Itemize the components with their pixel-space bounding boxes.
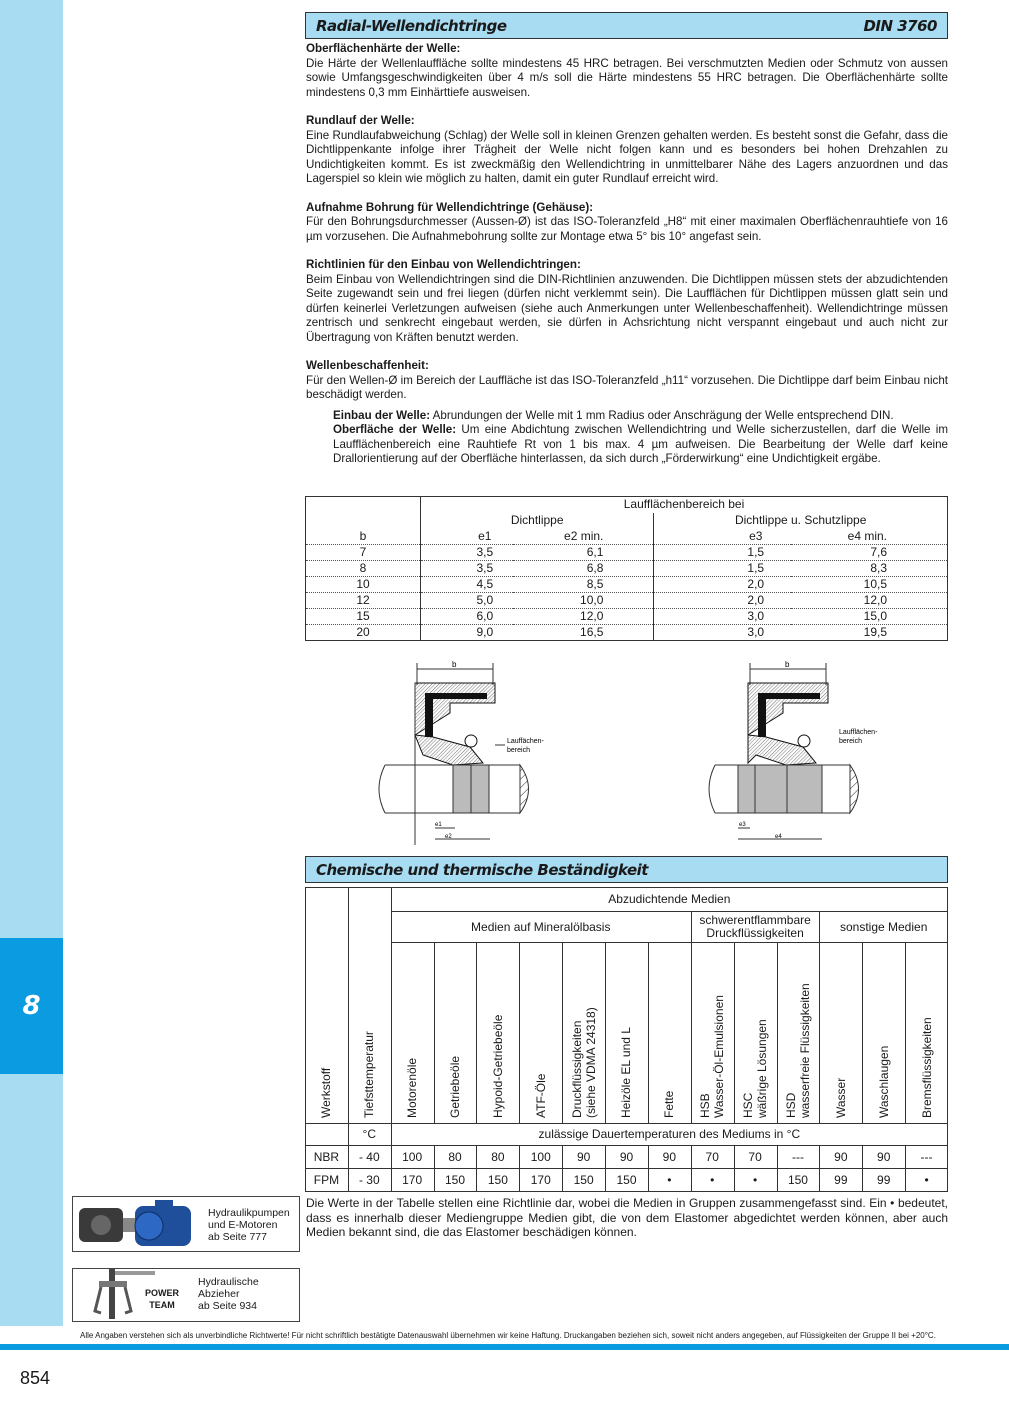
table-cell: 6,0 bbox=[421, 609, 513, 625]
ad-line: Abzieher bbox=[198, 1288, 240, 1300]
column-header bbox=[519, 943, 562, 1123]
column-header-text: Werkstoff bbox=[319, 1067, 334, 1118]
dimension-label: e1 bbox=[435, 822, 442, 828]
table-cell: 90 bbox=[576, 1149, 591, 1164]
unit-cell: °C bbox=[362, 1127, 377, 1141]
dimension-label: e4 bbox=[775, 834, 782, 840]
table-cell: 150 bbox=[573, 1172, 594, 1187]
table-sub-header: Dichtlippe bbox=[421, 513, 654, 529]
table-cell: 9,0 bbox=[421, 625, 513, 641]
para-shaft: Für den Wellen-Ø im Bereich der Lauffläche ist das ISO-Toleranzfeld „h11“ vorzusehen. Die Dichtlippe darf beim Einbau nicht beschädigt werden. bbox=[306, 373, 948, 401]
table-cell: 4,5 bbox=[421, 577, 513, 593]
table-cell: 170 bbox=[402, 1172, 423, 1187]
column-header bbox=[348, 943, 391, 1123]
table-cell: 150 bbox=[487, 1172, 508, 1187]
seal-drawings bbox=[305, 655, 948, 855]
table-cell: 5,0 bbox=[421, 593, 513, 609]
brand-logo-text: POWER bbox=[145, 1288, 180, 1298]
bottom-rule bbox=[0, 1344, 1009, 1350]
group-line: Druckflüssigkeiten bbox=[706, 926, 804, 940]
table-cell: 70 bbox=[705, 1149, 719, 1164]
table-cell: 3,0 bbox=[654, 625, 791, 641]
column-header bbox=[562, 943, 605, 1123]
column-header: e3 bbox=[654, 529, 791, 545]
column-header-text: Hypoid-Getriebeöle bbox=[490, 1014, 505, 1118]
column-header: e4 min. bbox=[791, 529, 947, 545]
para-surface-hardness: Die Härte der Wellenlauffläche sollte mindestens 45 HRC betragen. Bei verschmutzten Medien oder Schmutz von aussen sowie Umfangsgeschwindigkeiten über 4 m/s soll die Härte mindestens 55 HRC betragen. Die Oberflächenhärte sollte mindestens 0,3 mm Einhärttiefe ausweisen. bbox=[306, 56, 948, 99]
table-cell: 8,5 bbox=[513, 577, 654, 593]
unit-row-text: zulässige Dauertemperaturen des Mediums in °C bbox=[538, 1127, 801, 1141]
column-header bbox=[905, 943, 948, 1123]
text-content bbox=[306, 42, 948, 467]
table-cell: 90 bbox=[877, 1149, 891, 1164]
dimension-label: b bbox=[785, 660, 790, 669]
column-header-text: Getriebeöle bbox=[448, 1055, 463, 1118]
table-cell: 2,0 bbox=[654, 577, 791, 593]
table-cell: 150 bbox=[616, 1172, 637, 1187]
shaft-notes bbox=[333, 409, 948, 467]
column-header bbox=[648, 943, 691, 1123]
ad-line: ab Seite 777 bbox=[208, 1231, 267, 1243]
table-cell: 10,0 bbox=[513, 593, 654, 609]
table-sub-header: Dichtlippe u. Schutzlippe bbox=[654, 513, 948, 529]
table-cell: • bbox=[752, 1172, 758, 1187]
table-cell: 70 bbox=[748, 1149, 762, 1164]
page-number: 854 bbox=[20, 1368, 51, 1388]
table-cell: 3,5 bbox=[421, 545, 513, 561]
table-cell: • bbox=[924, 1172, 929, 1187]
table-cell: 15,0 bbox=[791, 609, 947, 625]
ad-hydraulic-pumps[interactable] bbox=[72, 1196, 300, 1252]
chapter-tab[interactable] bbox=[0, 938, 63, 1074]
column-header-text: Wasser bbox=[833, 1077, 848, 1118]
table-cell: 16,5 bbox=[513, 625, 654, 641]
chapter-number: 8 bbox=[22, 991, 41, 1021]
drawing-label: Laufflächen- bbox=[839, 729, 878, 736]
column-header-text: wasserfreie Flüssigkeiten bbox=[797, 983, 812, 1118]
table-cell: 10,5 bbox=[791, 577, 947, 593]
column-header bbox=[305, 943, 348, 1123]
para-bore: Für den Bohrungsdurchmesser (Aussen-Ø) ist das ISO-Toleranzfeld „H8“ mit einer maximalen Oberflächenrauhtiefe von 16 µm vorzusehen. Die Aufnahmebohrung sollte zur Montage etwa 5° bis 10° angefast sein. bbox=[306, 215, 948, 243]
dimension-label: e2 bbox=[445, 834, 452, 840]
seal-cross-sections bbox=[305, 655, 948, 855]
table-row bbox=[306, 561, 948, 577]
din-standard: DIN 3760 bbox=[863, 16, 937, 35]
table-cell: 7,6 bbox=[791, 545, 947, 561]
ad-line: und E-Motoren bbox=[208, 1219, 278, 1231]
table-cell: 3,5 bbox=[421, 561, 513, 577]
table-cell: 99 bbox=[877, 1172, 891, 1187]
table-cell: 15 bbox=[306, 609, 421, 625]
pump-motor-image bbox=[75, 1198, 203, 1252]
ad-line: Hydraulikpumpen bbox=[208, 1207, 290, 1219]
table-cell: 80 bbox=[491, 1149, 505, 1164]
table-cell: 10 bbox=[306, 577, 421, 593]
table-cell: NBR bbox=[313, 1149, 340, 1164]
column-header bbox=[819, 943, 862, 1123]
sidebar bbox=[0, 0, 63, 1326]
table-cell: 90 bbox=[834, 1149, 848, 1164]
table-cell: 8 bbox=[306, 561, 421, 577]
column-header-text: Druckflüssigkeiten bbox=[569, 1020, 584, 1118]
heading-installation: Richtlinien für den Einbau von Wellendichtringen: bbox=[306, 258, 581, 271]
grid-line bbox=[305, 1191, 948, 1192]
column-header bbox=[777, 943, 820, 1123]
table-cell: 1,5 bbox=[654, 545, 791, 561]
table-cell: 90 bbox=[662, 1149, 677, 1164]
column-header bbox=[734, 943, 777, 1123]
column-header-text: Motorenöle bbox=[405, 1057, 420, 1118]
para-installation: Beim Einbau von Wellendichtringen sind die DIN-Richtlinien anzuwenden. Die Dichtlippen müssen stets der abzudichtenden Seite zugewandt sein und frei liegen (dürfen nicht verklemmt sein). Die Laufflächen für Dichtlippen müssen glatt sein und dürfen keinerlei Verletzungen aufweisen (siehe auch Anmerkungen unter Wellenbeschaffenheit). Wellendichtringe müssen zentrisch und senkrecht eingebaut werden, sie dürfen in Achsrichtung nicht verspannt eingebaut und auch nicht zur Übertragung von Kräften benutzt werden. bbox=[306, 272, 948, 344]
table-cell: 90 bbox=[619, 1149, 634, 1164]
table-cell: • bbox=[710, 1172, 715, 1187]
column-header bbox=[605, 943, 648, 1123]
dimension-label: b bbox=[452, 660, 457, 669]
table-row bbox=[306, 593, 948, 609]
table-cell: 12,0 bbox=[791, 593, 947, 609]
heading-shaft: Wellenbeschaffenheit: bbox=[306, 359, 429, 372]
table-group-header: Laufflächenbereich bei bbox=[421, 497, 948, 513]
column-header-text: HSB bbox=[698, 1093, 713, 1118]
table-row bbox=[306, 577, 948, 593]
heading-bore: Aufnahme Bohrung für Wellendichtringe (Gehäuse): bbox=[306, 200, 594, 214]
column-header-text: Fette bbox=[662, 1090, 677, 1118]
heading-surface-hardness: Oberflächenhärte der Welle: bbox=[306, 42, 461, 55]
section-title-chemical: Chemische und thermische Beständigkeit bbox=[316, 860, 648, 879]
column-header bbox=[434, 943, 477, 1123]
heading-runout: Rundlauf der Welle: bbox=[306, 114, 415, 127]
table-cell: • bbox=[667, 1172, 672, 1187]
section-header-chemical bbox=[305, 856, 948, 883]
column-header-text: HSC bbox=[741, 1092, 756, 1118]
column-header-text: Tiefsttemperatur bbox=[362, 1031, 377, 1118]
dimension-label: e3 bbox=[739, 822, 746, 828]
column-header-text: Waschlaugen bbox=[876, 1045, 891, 1118]
section-title: Radial-Wellendichtringe bbox=[316, 16, 507, 35]
column-header: e2 min. bbox=[513, 529, 654, 545]
table-cell: 12,0 bbox=[513, 609, 654, 625]
running-surface-table bbox=[305, 496, 948, 641]
table-row bbox=[306, 609, 948, 625]
table-cell: --- bbox=[791, 1149, 804, 1164]
drawing-label: bereich bbox=[839, 738, 862, 745]
column-header-text: Bremsflüssigkeiten bbox=[919, 1017, 934, 1118]
ad-line: ab Seite 934 bbox=[198, 1300, 257, 1312]
media-header: Abzudichtende Medien bbox=[608, 892, 731, 906]
column-header: b bbox=[306, 529, 421, 545]
oberflaeche-text: Um eine Abdichtung zwischen Wellendichtring und Welle sicherzustellen, darf die Welle im Laufflächenbereich eine Rauhtiefe Rt von 1 bis max. 4 µm aufweisen. Die Bearbeitung der Welle darf keine Drallorientierung auf der Oberfläche hinterlassen, da sich durch „Förderwirkung“ eine Undichtigkeit ergäbe. bbox=[333, 423, 949, 465]
column-header-text: Heizöle EL und L bbox=[619, 1027, 634, 1118]
table-cell: - 30 bbox=[358, 1172, 380, 1187]
table-cell: 1,5 bbox=[654, 561, 791, 577]
table-cell: 20 bbox=[306, 625, 421, 641]
table-cell: 6,8 bbox=[513, 561, 654, 577]
table-cell: 12 bbox=[306, 593, 421, 609]
column-header-text: Wasser-Öl-Emulsionen bbox=[712, 995, 727, 1118]
table-cell: 8,3 bbox=[791, 561, 947, 577]
table-cell: 2,0 bbox=[654, 593, 791, 609]
table-cell: - 40 bbox=[358, 1149, 380, 1164]
column-header-text: HSD bbox=[783, 1092, 798, 1118]
column-header bbox=[691, 943, 734, 1123]
drawing-label: bereich bbox=[507, 747, 530, 754]
media-group-header bbox=[691, 912, 820, 942]
table-cell: 150 bbox=[445, 1172, 466, 1187]
table-cell: 7 bbox=[306, 545, 421, 561]
table-cell: 99 bbox=[834, 1172, 848, 1187]
table-cell: 150 bbox=[787, 1172, 808, 1187]
para-runout: Eine Rundlaufabweichung (Schlag) der Welle soll in kleinen Grenzen gehalten werden. Es besteht sonst die Gefahr, dass die Dichtlippenkante infolge ihrer Trägheit der Welle nicht folgen kann und es besonders bei hohen Drehzahlen zu Undichtigkeiten kommt. Es ist zweckmäßig den Wellendichtring in unmittelbarer Nähe des Lagers anzuordnen und das Lagerspiel so klein wie möglich zu halten, damit ein guter Rundlauf erreicht wird. bbox=[306, 128, 948, 185]
table-row bbox=[306, 545, 948, 561]
table-cell: FPM bbox=[313, 1172, 340, 1187]
ad-pullers[interactable] bbox=[72, 1268, 300, 1322]
table-row bbox=[306, 625, 948, 641]
table-cell: 100 bbox=[402, 1149, 423, 1164]
einbau-text: Abrundungen der Welle mit 1 mm Radius oder Anschrägung der Welle entsprechend DIN. bbox=[430, 408, 894, 422]
column-header bbox=[862, 943, 905, 1123]
resistance-table bbox=[305, 887, 948, 1192]
group-line: schwerentflammbare bbox=[699, 913, 811, 927]
table-cell: 100 bbox=[530, 1149, 551, 1164]
brand-logo-text: TEAM bbox=[149, 1300, 175, 1310]
media-group-header: sonstige Medien bbox=[839, 919, 928, 934]
drawing-label: Lauffächen- bbox=[507, 738, 544, 745]
column-header bbox=[391, 943, 434, 1123]
oberflaeche-label: Oberfläche der Welle: bbox=[333, 423, 457, 436]
section-header bbox=[305, 12, 948, 39]
seal-drawing-double-lip bbox=[709, 660, 878, 840]
footnote: Alle Angaben verstehen sich als unverbindliche Richtwerte! Für nicht schriftlich bestätigte Datenauswahl übernehmen wir keine Haftung. Druckangaben beziehen sich, soweit nicht anders angegeben, auf Flüssigkeiten der Gruppe II bei +20°C. bbox=[80, 1331, 936, 1340]
column-header bbox=[476, 943, 519, 1123]
column-header-text: (siehe VDMA 24318) bbox=[583, 1007, 598, 1118]
column-header-text: ATF-Öle bbox=[533, 1073, 548, 1118]
einbau-label: Einbau der Welle: bbox=[333, 408, 431, 422]
table-cell: 170 bbox=[530, 1172, 551, 1187]
column-header-text: wäßrige Lösungen bbox=[755, 1019, 770, 1118]
table-cell: 19,5 bbox=[791, 625, 947, 641]
table-cell: 6,1 bbox=[513, 545, 654, 561]
table-note: Die Werte in der Tabelle stellen eine Richtlinie dar, wobei die Medien in Gruppen zusammengefasst sind. Ein • bedeutet, dass es innerhalb dieser Mediengruppe Medien gibt, die von dem Elastomer abgedichtet werden können, aber auch Medien bekannt sind, die das Elastomer beschädigen können. bbox=[306, 1196, 948, 1239]
media-group-header: Medien auf Mineralölbasis bbox=[471, 919, 611, 934]
column-header: e1 bbox=[421, 529, 513, 545]
table-cell: 3,0 bbox=[654, 609, 791, 625]
ad-line: Hydraulische bbox=[198, 1276, 259, 1288]
table-cell: 80 bbox=[448, 1149, 462, 1164]
table-cell: --- bbox=[920, 1149, 933, 1164]
seal-drawing-single-lip bbox=[379, 660, 545, 845]
